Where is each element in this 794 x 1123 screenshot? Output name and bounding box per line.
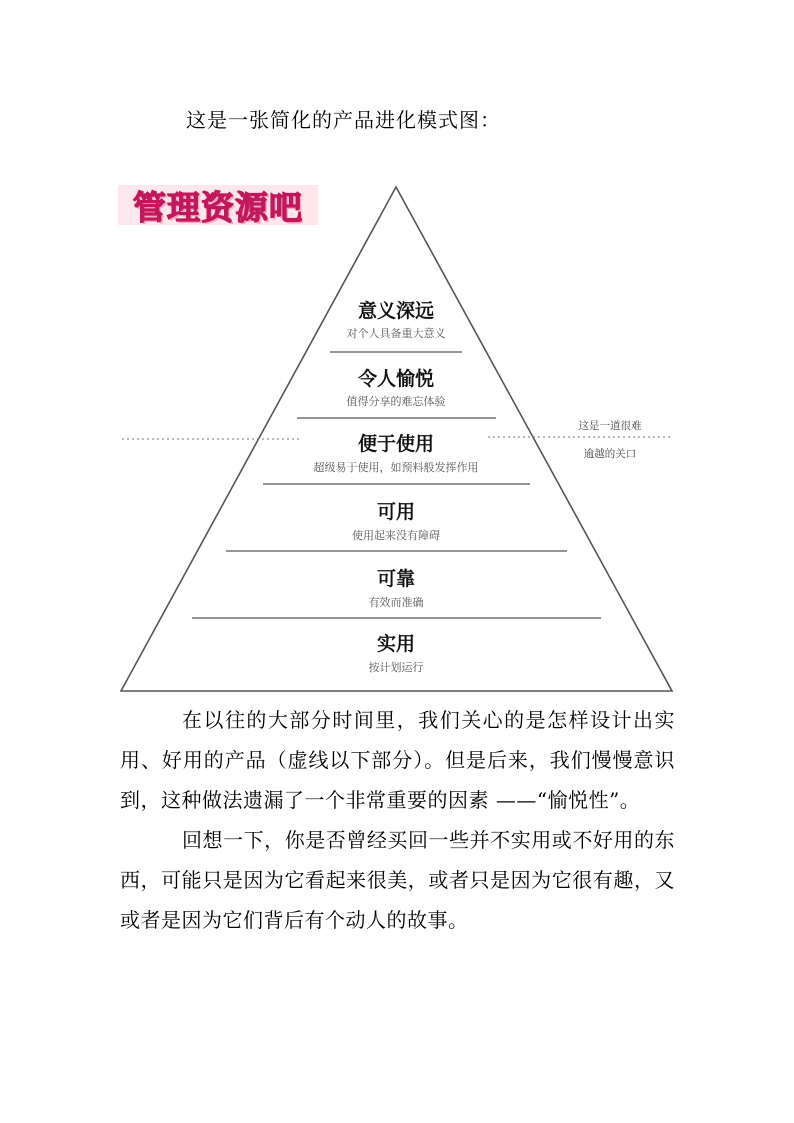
level-subtitle: 有效而准确	[368, 596, 424, 609]
level-title: 令人愉悦	[357, 368, 434, 390]
side-note-line: 逾越的关口	[583, 448, 637, 460]
level-subtitle: 对个人具备重大意义	[346, 327, 446, 340]
level-title: 可靠	[376, 568, 415, 590]
intro-text: 这是一张简化的产品进化模式图：	[186, 108, 501, 132]
level-subtitle: 超级易于使用，如预料般发挥作用	[313, 461, 479, 474]
level-title: 可用	[376, 501, 415, 523]
watermark-logo: 管理资源吧	[118, 185, 318, 225]
body-text	[120, 700, 675, 940]
level-title: 实用	[376, 633, 415, 655]
level-subtitle: 值得分享的难忘体验	[346, 395, 446, 408]
level-subtitle: 按计划运行	[368, 661, 424, 674]
paragraph: 在以往的大部分时间里，我们关心的是怎样设计出实用、好用的产品（虚线以下部分）。但是后来，我们慢慢意识到，这种做法遗漏了一个非常重要的因素 ——“愉悦性”。	[120, 708, 675, 812]
level-title: 便于使用	[357, 433, 434, 455]
side-note-line: 这是一道很难	[578, 420, 642, 432]
paragraph: 回想一下，你是否曾经买回一些并不实用或不好用的东西，可能只是因为它看起来很美，或者只是因为它很有趣，又或者是因为它们背后有个动人的故事。	[120, 828, 675, 932]
level-subtitle: 使用起来没有障碍	[352, 529, 440, 542]
level-title: 意义深远	[357, 300, 434, 322]
